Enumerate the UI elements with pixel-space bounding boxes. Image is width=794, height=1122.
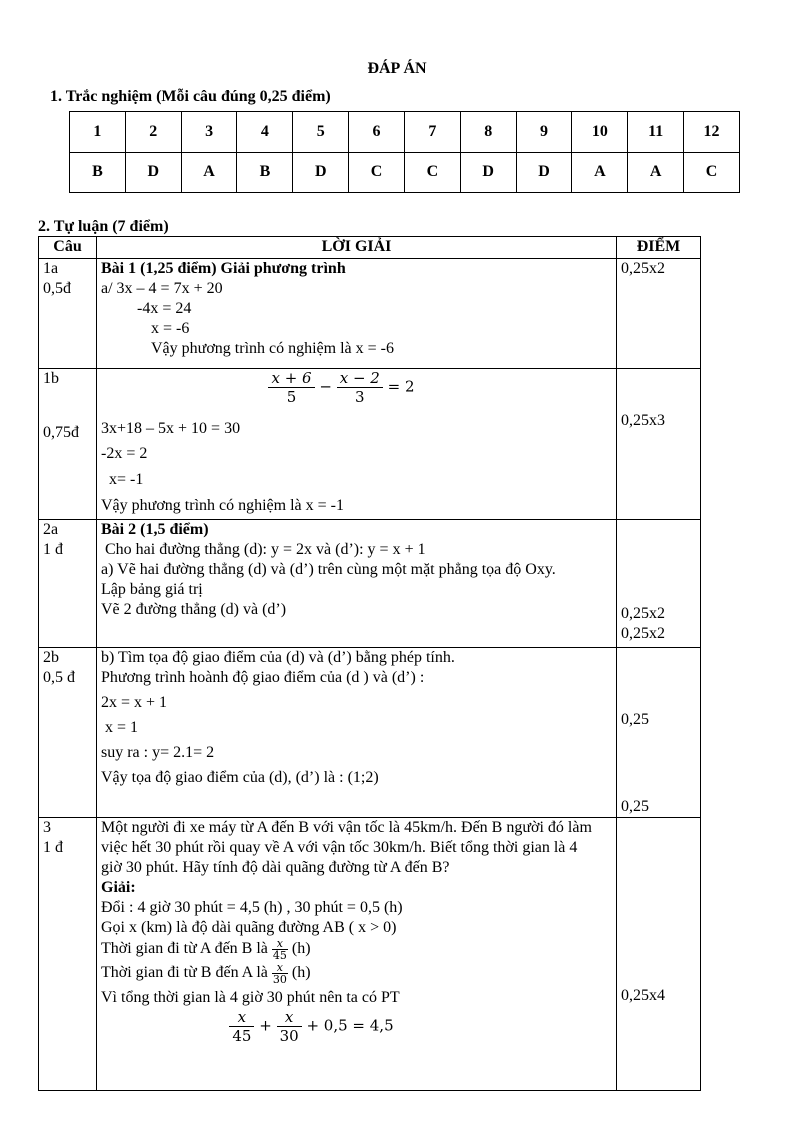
- score-value: 0,25x3: [621, 412, 665, 429]
- question-number: 10: [572, 112, 628, 153]
- cau-label: 1b: [43, 370, 59, 387]
- solution-line: suy ra : y= 2.1= 2: [101, 744, 215, 761]
- table-header-row: [39, 237, 701, 259]
- answer-key-table: [69, 111, 740, 193]
- solution-line: [101, 938, 612, 962]
- solution-step: Vẽ 2 đường thẳng (d) và (d’): [101, 601, 287, 618]
- score-cell: [617, 648, 701, 818]
- page-title: ĐÁP ÁN: [367, 60, 427, 77]
- cau-points: 1 đ: [43, 839, 63, 856]
- problem-title: Bài 1 (1,25 điểm) Giải phương trình: [101, 260, 346, 277]
- solution-heading: Giải:: [101, 879, 136, 896]
- solution-line: x= -1: [109, 471, 144, 488]
- numerator: x: [277, 1008, 302, 1027]
- question-number: 6: [349, 112, 405, 153]
- solution-cell: [97, 520, 617, 648]
- equation: [101, 1008, 612, 1046]
- question-number: 12: [684, 112, 740, 153]
- solution-line: -4x = 24: [137, 300, 192, 317]
- answer-cell: A: [181, 152, 237, 193]
- cau-cell: [39, 259, 97, 369]
- answer-cell: D: [125, 152, 181, 193]
- fraction: [268, 369, 314, 406]
- solution-conclusion: Vậy phương trình có nghiệm là x = -1: [101, 497, 344, 514]
- solution-cell: [97, 259, 617, 369]
- solution-line: a/ 3x – 4 = 7x + 20: [101, 280, 223, 297]
- problem-statement: Một người đi xe máy từ A đến B với vận tốc là 45km/h. Đến B người đó làm việc hết 30 phút rồi quay về A với vận tốc 30km/h. Biết tổng thời gian là 4 giờ 30 phút. Hãy tính độ dài quãng đường từ A đến B?: [101, 819, 592, 876]
- denominator: 45: [232, 1027, 252, 1045]
- answer-cell: D: [293, 152, 349, 193]
- text: Thời gian đi từ A đến B là: [101, 940, 272, 958]
- equation-rest: + 0,5 = 4,5: [306, 1016, 394, 1035]
- denominator: 30: [279, 1027, 299, 1045]
- sub-question: b) Tìm tọa độ giao điểm của (d) và (d’) bằng phép tính.: [101, 649, 455, 666]
- solution-line: [101, 962, 612, 988]
- answer-row: [70, 152, 740, 193]
- numerator: x: [229, 1008, 254, 1027]
- cau-points: 0,75đ: [43, 424, 79, 441]
- question-number: 1: [70, 112, 126, 153]
- operator: −: [319, 377, 332, 396]
- solution-line: 3x+18 – 5x + 10 = 30: [101, 420, 241, 437]
- text: Thời gian đi từ B đến A là: [101, 964, 272, 982]
- cau-cell: [39, 818, 97, 1091]
- numerator: x + 6: [268, 369, 314, 388]
- cau-points: 0,5đ: [43, 280, 71, 297]
- answer-cell: D: [516, 152, 572, 193]
- section-1-heading: 1. Trắc nghiệm (Mỗi câu đúng 0,25 điểm): [50, 88, 331, 105]
- solution-conclusion: Vậy phương trình có nghiệm là x = -6: [151, 340, 394, 357]
- fraction: [337, 369, 383, 406]
- equals-rhs: = 2: [387, 377, 415, 396]
- table-row-2a: [39, 520, 701, 648]
- solution-line: -2x = 2: [101, 445, 148, 462]
- col-header-loigiai: LỜI GIẢI: [97, 237, 617, 259]
- cau-label: 1a: [43, 260, 59, 277]
- fraction: [229, 1008, 254, 1045]
- cau-points: 0,5 đ: [43, 669, 75, 686]
- score-value: 0,25x2: [621, 260, 665, 277]
- table-row-3: [39, 818, 701, 1091]
- fraction: [277, 1008, 302, 1045]
- answer-cell: B: [70, 152, 126, 193]
- solution-line: x = -6: [151, 320, 190, 337]
- problem-title: Bài 2 (1,5 điểm): [101, 521, 209, 538]
- numerator: x: [272, 938, 288, 950]
- question-number: 11: [628, 112, 684, 153]
- score-cell: [617, 369, 701, 520]
- denominator: 3: [355, 388, 365, 406]
- cau-cell: [39, 648, 97, 818]
- answer-cell: C: [404, 152, 460, 193]
- fraction: [272, 938, 288, 961]
- cau-label: 2b: [43, 649, 59, 666]
- denominator: 5: [286, 388, 297, 406]
- cau-label: 2a: [43, 521, 59, 538]
- question-number: 2: [125, 112, 181, 153]
- question-number: 7: [404, 112, 460, 153]
- answer-cell: C: [684, 152, 740, 193]
- solution-line: Phương trình hoành độ giao điểm của (d ) và (d’) :: [101, 669, 425, 686]
- solution-line: Gọi x (km) là độ dài quãng đường AB ( x > 0): [101, 919, 397, 936]
- answer-cell: B: [237, 152, 293, 193]
- answer-cell: A: [628, 152, 684, 193]
- essay-solution-table: [38, 236, 701, 1091]
- score-value: 0,25: [621, 711, 649, 728]
- question-number: 5: [293, 112, 349, 153]
- cau-label: 3: [43, 819, 51, 836]
- solution-cell: [97, 818, 617, 1091]
- denominator: 30: [272, 973, 287, 986]
- solution-line: x = 1: [105, 719, 139, 736]
- table-row-2b: [39, 648, 701, 818]
- fraction: [272, 962, 288, 985]
- text: (h): [287, 964, 311, 982]
- score-cell: [617, 520, 701, 648]
- score-cell: [617, 818, 701, 1091]
- operator: +: [259, 1016, 272, 1035]
- solution-cell: [97, 648, 617, 818]
- numerator: x: [272, 962, 288, 974]
- answer-cell: A: [572, 152, 628, 193]
- equation: [101, 369, 612, 417]
- solution-step: Lập bảng giá trị: [101, 581, 203, 598]
- text: (h): [287, 940, 311, 958]
- cau-cell: [39, 520, 97, 648]
- col-header-diem: ĐIỂM: [617, 237, 701, 259]
- score-cell: [617, 259, 701, 369]
- sub-question: a) Vẽ hai đường thẳng (d) và (d’) trên cùng một mặt phẳng tọa độ Oxy.: [101, 561, 556, 578]
- numerator: x − 2: [337, 369, 383, 388]
- solution-cell: [97, 369, 617, 520]
- problem-statement: Cho hai đường thẳng (d): y = 2x và (d’): y = x + 1: [105, 541, 426, 558]
- cau-points: 1 đ: [43, 541, 63, 558]
- question-number: 3: [181, 112, 237, 153]
- score-value: 0,25x2: [621, 605, 665, 622]
- section-2-heading: 2. Tự luận (7 điểm): [38, 218, 169, 235]
- question-number: 8: [460, 112, 516, 153]
- solution-conclusion: Vậy tọa độ giao điểm của (d), (d’) là : (1;2): [101, 769, 379, 786]
- solution-line: Đổi : 4 giờ 30 phút = 4,5 (h) , 30 phút = 0,5 (h): [101, 899, 403, 916]
- score-value: 0,25: [621, 798, 649, 815]
- question-number: 9: [516, 112, 572, 153]
- table-row-1a: [39, 259, 701, 369]
- score-value: 0,25x4: [621, 987, 665, 1004]
- table-row-1b: [39, 369, 701, 520]
- question-number: 4: [237, 112, 293, 153]
- solution-line: Vì tổng thời gian là 4 giờ 30 phút nên ta có PT: [101, 989, 400, 1006]
- cau-cell: [39, 369, 97, 520]
- answer-cell: C: [349, 152, 405, 193]
- answer-cell: D: [460, 152, 516, 193]
- col-header-cau: Câu: [39, 237, 97, 259]
- denominator: 45: [272, 949, 287, 962]
- question-number-row: [70, 112, 740, 153]
- solution-line: 2x = x + 1: [101, 694, 168, 711]
- score-value: 0,25x2: [621, 625, 665, 642]
